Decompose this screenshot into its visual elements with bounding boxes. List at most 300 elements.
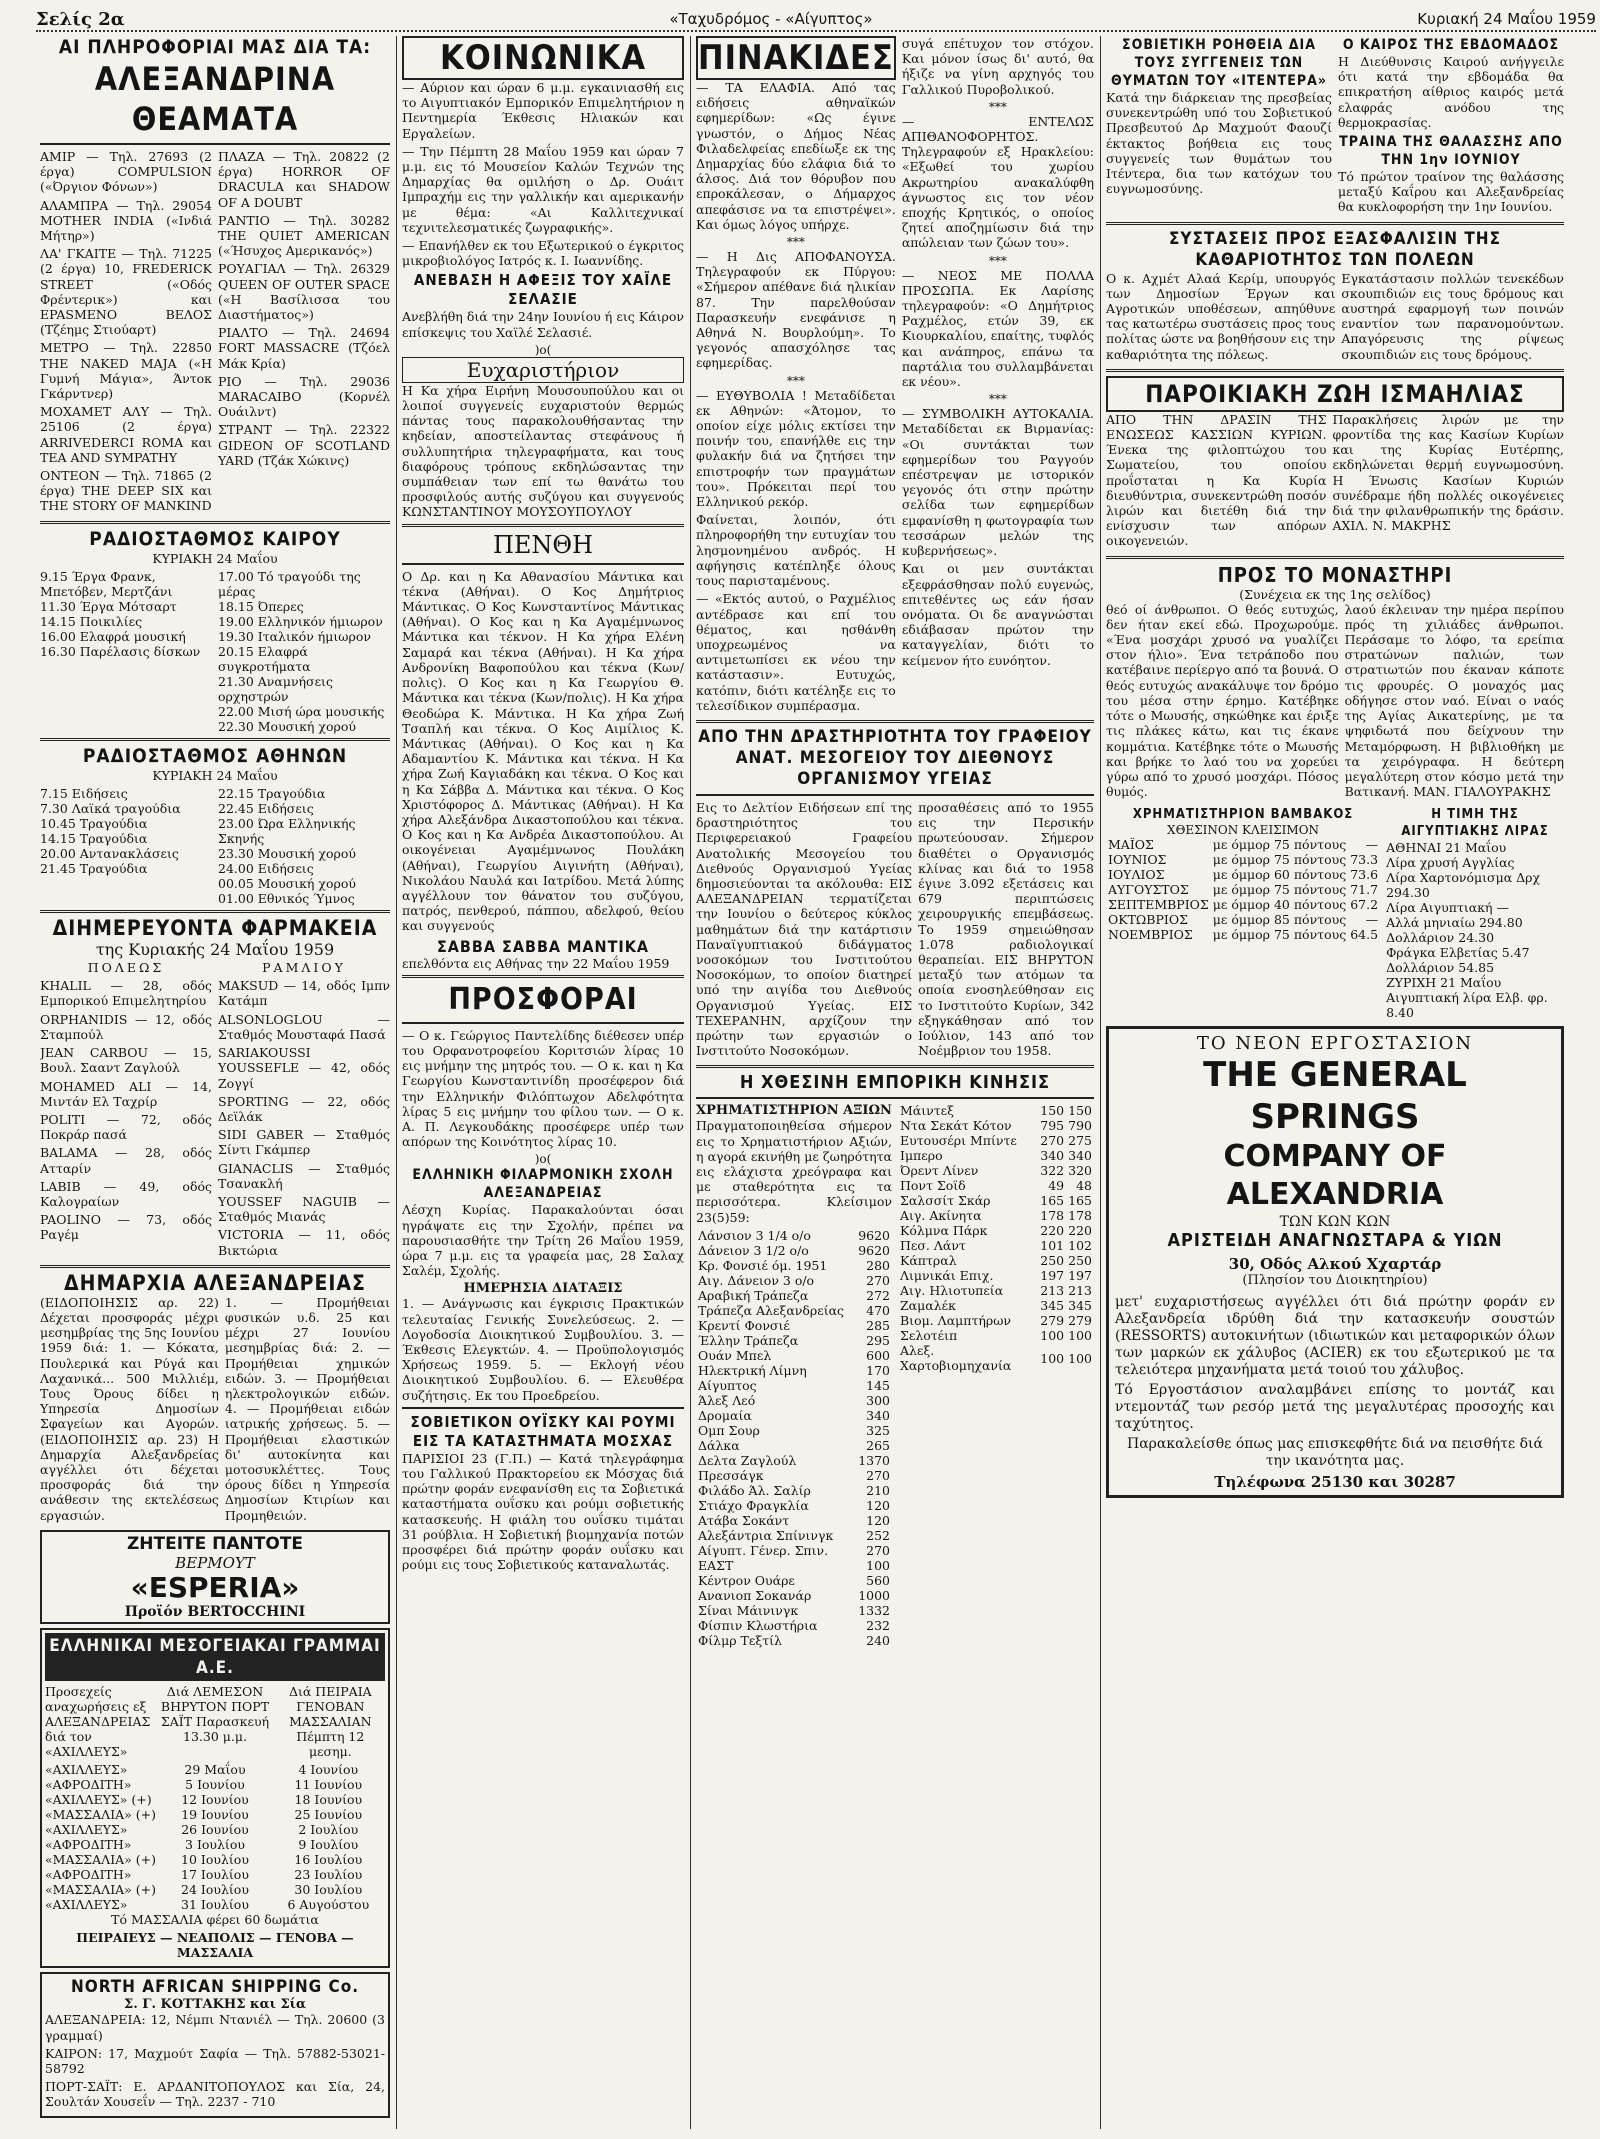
paper-name: «Ταχυδρόμος - «Αίγυπτος» (669, 10, 873, 28)
table-row (696, 1618, 892, 1633)
cell-a: 213 (1040, 1283, 1065, 1299)
nafs-title: NORTH AFRICAN SHIPPING Co. (70, 1977, 360, 1998)
note-6: συγά επέτυχον τον στόχον. Και μόνον ίσως δι' αυτό, θα ήξιζε να γίνη αρχηγός του Γαλλικού Πυροβολικού. (901, 36, 1094, 97)
table-row (696, 1543, 892, 1558)
cell-m: ΣΕΠΤΕΜΒΡΙΟΣ (1108, 897, 1209, 913)
cell-v: 270 (866, 1542, 890, 1558)
gs-para-1: μετ' ευχαριστήσεως αγγέλλει ότι διά πρώτην φοράν εν Αλεξανδρεία ιδρύθη διά την κατασκευήν σουστών (RESSORTS) αυτοκινήτων (ιδιωτικών και μεταφορικών όλων των μαρκών εκ χάλυβος (ACIER) εκ του εξωτερικού με τα τελειότερα μηχανήματα μετά τοιού του χάλυβος. (1115, 1294, 1555, 1379)
table-row (1106, 852, 1380, 867)
table-row (696, 1588, 892, 1603)
ship-b: 9 Ιουλίου (298, 1836, 359, 1852)
cell-v: 1370 (858, 1452, 890, 1468)
pound-rate: Αλλά μηνιαίω 294.80 (1386, 915, 1523, 931)
cell-name: Αιγ. Ακίνητα (900, 1208, 982, 1224)
pound-rate: Δολλάριον 54.85 (1386, 960, 1495, 976)
table-row (696, 1243, 892, 1258)
radio-athens-schedule (40, 786, 390, 906)
cell-b: 320 (1068, 1163, 1092, 1179)
table-row (696, 1378, 892, 1393)
table-row (696, 1303, 892, 1318)
pound-rate: ΖΥΡΙΧΗ 21 Μαΐου (1386, 975, 1502, 991)
cell-name: ΕΑΣΤ (698, 1557, 734, 1573)
mourning-heading: ΠΕΝΘΗ (492, 530, 594, 559)
ship-a: 5 Ιουνίου (185, 1776, 245, 1792)
cell-name: Ποντ Σοϊδ (900, 1178, 966, 1194)
ship-row (45, 1897, 385, 1912)
cell-m: ΙΟΥΛΙΟΣ (1108, 867, 1165, 883)
table-row (898, 1193, 1094, 1208)
cell-a: 340 (1040, 1148, 1065, 1164)
table-row (696, 1258, 892, 1273)
weather-text: Η Διεύθυνσις Καιρού ανήγγειλε ότι κατά την εβδομάδα θα επικρατήση αίθριος καιρός μετά ελαφράς ανόδου της θερμοκρασίας. (1338, 54, 1564, 130)
social-heading: ΚΟΙΝΩΝΙΚΑ (402, 36, 684, 80)
pharmacy-entry: MAKSUD — 14, οδός Ιμπν Κατάμπ (218, 978, 390, 1009)
ship-row (45, 1792, 385, 1807)
cell-name: Κρ. Φονσιέ όμ. 1951 (698, 1257, 828, 1273)
cell-v: 600 (866, 1347, 890, 1363)
cell-d: με όμμορ 85 πόντους (1212, 912, 1347, 928)
ship-b: 11 Ιουνίου (294, 1776, 363, 1792)
who-text-1: Εις το Δελτίον Ειδήσεων επί της δραστηριότητος του Περιφερειακού Γραφείου Ανατολικής Μεσογείου του Διεθνούς Οργανισμού Υγείας δημοσιεύονται τα ακόλουθα: ΕΙΣ ΑΛΕΞΑΝΔΡΕΙΑΝ τερματίζεται την Ιουνίου ο δεύτερος κύκλος μαθημάτων διά την κατάρτισιν Παναϊγυπτιακού διδάγματος νοσοκόμων του Ινστιτούτου Νοσοκόμων, το οποίον διατηρεί υπό την αιγίδα του Διεθνούς Οργανισμού Υγείας. ΕΙΣ ΤΕΧΕΡΑΝΗΝ, αρχίζουν την πρώτην των εργασιών ο Ινστιτούτο Νοσοκόμων. (696, 799, 913, 1059)
table-row (898, 1238, 1094, 1253)
cell-name: Ουάν Μπελ (698, 1347, 772, 1363)
cell-v: 295 (866, 1332, 890, 1348)
ship-row (45, 1807, 385, 1822)
cell-b: 790 (1068, 1118, 1092, 1134)
cell-name: Φιλάδο Άλ. Σαλίρ (698, 1482, 811, 1498)
ship-b: 16 Ιουλίου (294, 1851, 363, 1867)
pharmacy-entry: SIDI GABER — Σταθμός Σίντι Γκάμπερ (218, 1127, 390, 1158)
cell-name: Κάπτραλ (900, 1253, 957, 1269)
table-row (898, 1148, 1094, 1163)
shipping-title: ΕΛΛΗΝΙΚΑΙ ΜΕΣΟΓΕΙΑΚΑΙ ΓΡΑΜΜΑΙ Α.Ε. (45, 1633, 385, 1681)
table-row (898, 1223, 1094, 1238)
ship-col-right: Διά ΠΕΙΡΑΙΑ ΓΕΝΟΒΑΝ ΜΑΣΣΑΛΙΑΝ Πέμπτη 12 μεσημ. (288, 1683, 372, 1759)
note-2: — Η Δις ΑΠΟΦΑΝΟΥΣΑ. Τηλεγραφούν εκ Πύργου: «Σήμερον απέθανε διά ηλικίαν 87. Την παρελθούσαν Παρασκευήν ενεφάνισε η Αθηνά Ν. Βουρλούμη». Το γεγονός απασχόλησε τας εφημερίδας. (696, 249, 896, 371)
cell-a: 101 (1040, 1238, 1065, 1254)
cell-name: Άλεξ Λεό (698, 1392, 756, 1408)
ship-a: 19 Ιουνίου (181, 1806, 249, 1822)
weather-heading: Ο ΚΑΙΡΟΣ ΤΗΣ ΕΒΔΟΜΑΔΟΣ (1342, 37, 1560, 53)
gs-para-2: Τό Εργοστάσιον αναλαμβάνει επίσης το μοντάζ και ντεμοντάζ των ρεσόρ μετά της μεγαλυτέρας προσοχής και ταχύτητος. (1115, 1382, 1555, 1433)
table-row (696, 1318, 892, 1333)
cell-v: 340 (866, 1407, 890, 1423)
cell-name: Ευτουσέρι Μπίντε (900, 1133, 1017, 1149)
cell-v: 270 (866, 1272, 890, 1288)
nafs-ad (40, 1972, 390, 2117)
social-item-1: — Αύριον και ώραν 6 μ.μ. εγκαινιασθή εις το Αιγυπτιακόν Εμπορικόν Επιμελητήριον η Πεντημερία Έκθεσις Ηλιακών και Εργαλείων. (402, 80, 684, 141)
pound-rate: Λίρα Χαρτονόμισμα Δρχ 294.30 (1386, 870, 1541, 901)
note-5: — «Εκτός αυτού, ο Ραχμέλιος αντέδρασε και επί του θέματος, και ησθάνθη υποχρεωμένος να αντιμετωπίσει εκ νέου την κατάστασιν». Ευτυχώς, κατόπιν, διότι κατέληξε εις το τελεσίδικον συμπέρασμα. (696, 591, 896, 713)
pharmacy-entry: JEAN CARBOU — 15, Βουλ. Σααντ Ζαγλούλ (40, 1045, 212, 1076)
gs-title: ΤΟ ΝΕΟΝ ΕΡΓΟΣΤΑΣΙΟΝ (1196, 1033, 1474, 1055)
cell-a: 345 (1040, 1298, 1065, 1314)
table-row (898, 1178, 1094, 1193)
cell-d: με όμμορ 60 πόντους (1212, 867, 1347, 883)
municipality-notice-1: (ΕΙΔΟΠΟΙΗΣΙΣ αρ. 22) Δέχεται προσφοράς μέχρι μεσημβρίας της 5ης Ιουνίου 1959 διά: 1. — Κόκατα, Πουλερικά και Ρύγά και Λαχανικά... 500 Μιλλιέμ, Τους Όρους δίδει η Υπηρεσία Δημοσίων Σφαγείων και Αγορών. (ΕΙΔΟΠΟΙΗΣΙΣ αρ. 23) Η Δημαρχία Αλεξανδρείας αγγέλλει ότι δέχεται προσφοράς διά την ανάθεσιν της εκτελέσεως εργασιών. (40, 1294, 219, 1523)
cinema-entry: ΑΜΙΡ — Τηλ. 27693 (2 έργα) COMPULSION («Όργιον Φόνων») (40, 149, 212, 195)
haile-heading: ΑΝΕΒΑΣΗ Η ΑΦΕΞΙΣ ΤΟΥ ΧΑΪΛΕ ΣΕΛΑΣΙΕ (413, 271, 673, 309)
radio-entry: 20.00 Αντανακλάσεις (40, 846, 179, 862)
ship-row (45, 1852, 385, 1867)
ship-name: «ΑΦΡΟΔΙΤΗ» (45, 1836, 132, 1852)
table-row (696, 1273, 892, 1288)
info-heading: ΑΙ ΠΛΗΡΟΦΟΡΙΑΙ ΜΑΣ ΔΙΑ ΤΑ: (58, 36, 372, 58)
table-row (696, 1423, 892, 1438)
cell-name: Ηλεκτρική Λίμνη (698, 1362, 807, 1378)
radio-athens-day: ΚΥΡΙΑΚΗ 24 Μαΐου (152, 767, 278, 783)
column-rule (1100, 36, 1101, 2129)
notes-heading: ΠΙΝΑΚΙΔΕΣ (698, 38, 894, 78)
cell-b: 165 (1068, 1193, 1092, 1209)
cell-v: 232 (866, 1617, 890, 1633)
table-row (898, 1208, 1094, 1223)
ship-col-from: Προσεχείς αναχωρήσεις εξ ΑΛΕΞΑΝΔΡΕΙΑΣ διά τον «ΑΧΙΛΛΕΥΣ» (45, 1683, 151, 1759)
cotton-sub: ΧΘΕΣΙΝΟΝ ΚΛΕΙΣΙΜΟΝ (1167, 823, 1320, 838)
cell-name: Όρεντ Λίνεν (900, 1163, 979, 1179)
page-header (36, 8, 1596, 32)
table-row (696, 1393, 892, 1408)
table-row (696, 1288, 892, 1303)
nafs-line: ΑΛΕΞΑΝΔΡΕΙΑ: 12, Νέμπι Ντανιέλ — Τηλ. 20600 (3 γραμμαί) (45, 2012, 385, 2043)
table-row (898, 1118, 1094, 1133)
cell-m: ΝΟΕΜΒΡΙΟΣ (1108, 927, 1193, 943)
radio-cairo-schedule (40, 569, 390, 734)
cell-b: 102 (1068, 1238, 1092, 1254)
ship-a: 26 Ιουνίου (181, 1821, 249, 1837)
cell-name: Φίσπιν Κλωστήρια (698, 1617, 818, 1633)
ship-name: «ΑΧΙΛΛΕΥΣ» (45, 1761, 128, 1777)
social-item-3: — Επανήλθεν εκ του Εξωτερικού ο έγκριτος μικροβιολόγος Ιατρός κ. Ι. Ιωαννίδης. (402, 238, 684, 269)
cell-b: 250 (1068, 1253, 1092, 1269)
ship-row (45, 1837, 385, 1852)
pharmacy-entry: LABIB — 49, οδός Καλογραίων (40, 1178, 212, 1209)
pharm-head-city: ΠΟΛΕΩΣ (87, 960, 165, 976)
who-text-2: προσαθέσεις από το 1955 εις την Περσικήν πρωτεύουσαν. Σήμερον διαθέτει ο Οργανισμός κλίνας και διά το 1958 έγινε 3.092 εξετάσεις και 679 περιπτώσεις χειρουργικής επεμβάσεως. Το 1959 σημειώθησαν 1.078 ραδιολογικαί θεραπείαι. ΕΙΣ ΒΗΡΥΤΟΝ μεταξύ των ατόμων τα οποία ενοσηλεύθησαν εις το Ινστιτούτο Κυρίων, 342 εξηγκάθησαν από τον Ιούλιον, 143 από τον Νοέμβριον του 1958. (918, 799, 1094, 1059)
cell-b: 275 (1068, 1133, 1092, 1149)
note-7: — ΕΝΤΕΛΩΣ ΑΠΙΘΑΝΟΦΟΡΗΤΟΣ. Τηλεγραφούν εξ Ηρακλείου: «Εξωθεί του χωρίου Ακρωτηρίου ανακαλύφθη άγνωστος εις τον νέον εποχής Κρητικός, ο οποίος ζητεί αποζημίωσιν διά την απώλειαν των ζώων του». (901, 113, 1094, 251)
radio-entry: 11.30 Έργα Μότσαρτ (40, 598, 177, 614)
cell-m: ΜΑΪΟΣ (1108, 837, 1154, 853)
cell-v: 1332 (858, 1602, 890, 1618)
bourse-text: Πραγματοποιηθείσα σήμερον εις το Χρηματιστήριον Αξιών, η αγορά εκινήθη με ζωηρότητα εις ελάχιστα χρεόγραφα και με σταθερότητα εις τα περισσότερα. Κλείσιμον 23(5)59: (696, 1118, 892, 1225)
table-row (696, 1333, 892, 1348)
cell-b: 340 (1068, 1148, 1092, 1164)
cell-v: 100 (866, 1557, 890, 1573)
radio-entry: 10.45 Τραγούδια (40, 816, 148, 832)
radio-cairo-day: ΚΥΡΙΑΚΗ 24 Μαΐου (152, 550, 278, 566)
ship-col-mid: Διά ΛΕΜΕΣΟΝ ΒΗΡΥΤΟΝ ΠΟΡΤ ΣΑΪΤ Παρασκευή 13.30 μ.μ. (160, 1683, 270, 1744)
cell-v: — (1365, 912, 1379, 928)
gs-telephones: Τηλέφωνα 25130 και 30287 (1214, 1473, 1456, 1492)
cell-v: 280 (866, 1257, 890, 1273)
pharmacy-entry: POLITI — 72, οδός Ποκράρ πασά (40, 1111, 212, 1143)
cell-name: Στιάχο Φραγκλία (698, 1497, 809, 1513)
radio-athens-heading: ΡΑΔΙΟΣΤΑΘΜΟΣ ΑΘΗΝΩΝ (82, 744, 348, 767)
cell-v: 120 (866, 1497, 890, 1513)
esperia-line-2: ΒΕΡΜΟΥΤ (175, 1553, 255, 1572)
gs-name-2: COMPANY OF ALEXANDRIA (1223, 1139, 1447, 1213)
esperia-line-1: ΖΗΤΕΙΤΕ ΠΑΝΤΟΤΕ (126, 1533, 304, 1554)
note-1: — ΤΑ ΕΛΑΦΙΑ. Από τας ειδήσεις αθηναϊκών εφημερίδων: «Ως έγινε γνωστόν, ο Δήμος Νέας Φιλαδελφείας επεδίωξε εκ της Δημαρχίας δύο ελάφια διά το άλσος. Διά τον θόρυβον που επροκάλεσαν, ο Δήμαρχος απεφάσισε να τα επιστρέψει». Και όμως λόγος υπήρχε. (696, 80, 896, 232)
cell-name: Βιομ. Λαμπτήρων (900, 1313, 1012, 1329)
ship-a: 31 Ιουλίου (181, 1896, 249, 1912)
table-row (696, 1528, 892, 1543)
cell-name: Αίγυπτος (698, 1377, 757, 1393)
gs-owner: ΑΡΙΣΤΕΙΔΗ ΑΝΑΓΝΩΣΤΑΡΑ & ΥΙΩΝ (1167, 1230, 1503, 1252)
pharmacy-entry: YOUSSEF NAGUIB — Σταθμός Μιανάς (218, 1193, 390, 1225)
cinema-entry: ΛΑ' ΓΚΑΙΤΕ — Τηλ. 71225 (2 έργα) 10, FREDERICK STREET («Οδός Φρέντερικ») και EPASMENO ΒΕΛΟΣ (Τζέημς Στιούαρτ) (40, 246, 212, 338)
cell-name: Δάνειον 3 1/2 ο/ο (698, 1242, 809, 1258)
cell-v: 9620 (858, 1242, 890, 1258)
cell-d: με όμμορ 40 πόντους (1212, 897, 1347, 913)
agenda-text: 1. — Ανάγνωσις και έγκρισις Πρακτικών τελευταίας Γενικής Συνελεύσεως. 2. — Λογοδοσία Διοικητικού Συμβουλίου. 3. — Έκθεσις Ελεγκτών. 4. — Προϋπολογισμός Χρήσεως 1959. 5. — Εκλογή νέου Διοικητικού Συμβουλίου. 6. — Ελευθέρα συζήτησις. Εκ του Προεδρείου. (402, 1296, 684, 1403)
ship-name: «ΑΦΡΟΔΙΤΗ» (45, 1866, 132, 1882)
cell-name: Ατάβα Σοκάντ (698, 1512, 790, 1528)
cell-b: 213 (1068, 1283, 1092, 1299)
cell-name: Αλεξ. Χαρτοβιομηχανία (900, 1343, 1012, 1374)
radio-entry: 18.15 Όπερες (218, 598, 304, 614)
cell-b: 100 (1068, 1328, 1092, 1344)
cell-name: Δάλκα (698, 1437, 740, 1453)
cell-a: 220 (1040, 1223, 1065, 1239)
table-row (1106, 897, 1380, 912)
cell-v: 300 (866, 1392, 890, 1408)
ship-row (45, 1822, 385, 1837)
cell-name: Ζαμαλέκ (900, 1298, 956, 1314)
radio-entry: 22.30 Μουσική χορού (218, 718, 356, 734)
cell-name: Σίναι Μάινινγκ (698, 1602, 799, 1618)
note-8: — ΝΕΟΣ ΜΕ ΠΟΛΛΑ ΠΡΟΣΩΠΑ. Εκ Λαρίσης τηλεγραφούν: «Ο Δημήτριος Ραχμέλος, ετών 39, εκ Κιουρκαλίου, επαίτης, τυφλός και ανάπηρος, επάνω τα παρτάλια του συλλαμβάνεται εκ νέου». (901, 267, 1094, 390)
column-rule (396, 36, 397, 2129)
table-row (696, 1453, 892, 1468)
philharmonic-heading: ΕΛΛΗΝΙΚΗ ΦΙΛΑΡΜΟΝΙΚΗ ΣΧΟΛΗ ΑΛΕΞΑΝΔΡΕΙΑΣ (412, 1167, 674, 1202)
cell-v: 240 (866, 1632, 890, 1648)
general-springs-ad (1106, 1026, 1564, 1498)
esperia-line-3: Προϊόν BERTOCCHINI (124, 1603, 306, 1620)
cinema-entry: ΟΝΤΕΟΝ — Τηλ. 71865 (2 έργα) THE DEEP SIX και THE STORY OF MANKIND (40, 468, 212, 514)
cell-name: Ομπ Σουρ (698, 1422, 760, 1438)
pound-heading: Η ΤΙΜΗ ΤΗΣ ΑΙΓΥΠΤΙΑΚΗΣ ΛΙΡΑΣ (1401, 807, 1549, 840)
thanks-text: Η Κα χήρα Ειρήνη Μουσουπούλου και οι λοιποί συγγενείς ευχαριστούν θερμώς πάντας τους παρακολουθήσαντας την κηδείαν, αποστείλαντας στεφάνους ή συλλυπητήρια τηλεγραφήματα, και τους διαφόρους τρόπους εκδηλώσαντας την συμπάθειαν των επί τω θανάτω του προσφιλούς αυτής συζύγου και συγγενούς ΚΩΝΣΤΑΝΤΙΝΟΥ ΜΟΥΣΟΥΠΟΥΛΟΥ (402, 382, 684, 520)
table-row (1106, 867, 1380, 882)
cell-v: 270 (866, 1467, 890, 1483)
esperia-ad (40, 1530, 390, 1624)
table-row (898, 1328, 1094, 1343)
pound-rate: Αιγυπτιακή λίρα Ελβ. φρ. 8.40 (1386, 990, 1548, 1021)
table-row (696, 1573, 892, 1588)
thanks-heading: Ευχαριστήριον (402, 357, 684, 383)
table-row (898, 1268, 1094, 1283)
cinema-entry: ΜΕΤΡΟ — Τηλ. 22850 THE NAKED MAJA («Η Γυμνή Μάγια», Άντοκ Γκάρντνερ) (40, 340, 212, 402)
social-item-2: — Την Πέμπτη 28 Μαΐου 1959 και ώραν 7 μ.μ. εις τό Μουσείον Καλών Τεχνών της Δημαρχίας θα ομιλήση ο Δρ. Ουάιτ Ιμπραχήμ εις την γαλλικήν και αμερικανήν με θέμα: «Αι Καλλιτεχνικαί τεχνιτελεσματικές ζωγραφικής». (402, 143, 684, 235)
ship-name: «ΑΧΙΛΛΕΥΣ» (45, 1821, 128, 1837)
cell-v: 71.7 (1350, 882, 1379, 898)
radio-entry: 22.45 Ειδήσεις (218, 801, 314, 817)
cell-a: 100 (1040, 1350, 1065, 1366)
table-row (898, 1343, 1094, 1373)
cell-name: Έλλην Τράπεζα (698, 1332, 799, 1348)
sea-train-heading: ΤΡΑΙΝΑ ΤΗΣ ΘΑΛΑΣΣΗΣ ΑΠΟ ΤΗΝ 1ην ΙΟΥΝΙΟΥ (1339, 134, 1563, 169)
esperia-brand: «ESPERIA» (130, 1570, 300, 1604)
pharmacies-list (40, 960, 390, 1261)
cinema-entry: ΠΛΑΖΑ — Τηλ. 20822 (2 έργα) HORROR OF DRACULA και SHADOW OF A DOUBT (218, 149, 390, 210)
haile-text: Ανεβλήθη διά την 24ην Ιουνίου ή εις Κάιρον επίσκεψις του Χαϊλέ Σελασιέ. (402, 309, 684, 340)
cell-v: 265 (866, 1437, 890, 1453)
radio-entry: 14.15 Τραγούδια (40, 831, 148, 847)
cell-name: Δελτα Ζαγλούλ (698, 1452, 797, 1468)
cell-name: Κρεντί Φονσιέ (698, 1317, 790, 1333)
monastery-sub: (Συνέχεια εκ της 1ης σελίδος) (1239, 586, 1431, 602)
soviet-whisky-heading: ΣΟΒΙΕΤΙΚΟΝ ΟΥΪΣΚΥ ΚΑΙ ΡΟΥΜΙ ΕΙΣ ΤΑ ΚΑΤΑΣΤΗΜΑΤΑ ΜΟΣΧΑΣ (410, 1412, 676, 1450)
radio-entry: 21.45 Τραγούδια (40, 861, 148, 877)
pharmacy-entry: BALAMA — 28, οδός Ατταρίν (40, 1145, 212, 1176)
cell-a: 49 (1048, 1178, 1065, 1194)
pharmacy-entry: MOHAMED ALI — 14, Μιντάν Ελ Ταχρίρ (40, 1078, 212, 1109)
pound-rate: Λίρα Αιγυπτιακή — (1386, 900, 1509, 916)
cell-b: 197 (1068, 1268, 1092, 1284)
radio-entry: 22.00 Μισή ώρα μουσικής (218, 703, 385, 719)
pharmacies-heading: ΔΙΗΜΕΡΕΥΟΝΤΑ ΦΑΡΜΑΚΕΙΑ (52, 916, 378, 941)
theatres-heading: ΑΛΕΞΑΝΔΡΙΝΑ ΘΕΑΜΑΤΑ (94, 60, 336, 138)
cell-name: Δρομαία (698, 1407, 752, 1423)
cell-m: ΙΟΥΝΙΟΣ (1108, 852, 1167, 868)
pound-rate: ΑΘΗΝΑΙ 21 Μαΐου (1386, 840, 1507, 856)
municipality-heading: ΔΗΜΑΡΧΙΑ ΑΛΕΞΑΝΔΡΕΙΑΣ (64, 1270, 366, 1295)
cell-name: Ιμπερο (900, 1148, 943, 1164)
radio-entry: 21.30 Αναμνήσεις ορχηστρών (218, 673, 333, 704)
cell-v: 9620 (858, 1227, 890, 1243)
cleanliness-heading: ΣΥΣΤΑΣΕΙΣ ΠΡΟΣ ΕΞΑΣΦΑΛΙΣΙΝ ΤΗΣ ΚΑΘΑΡΙΟΤΗΤΟΣ ΤΩΝ ΠΟΛΕΩΝ (1168, 228, 1502, 270)
cell-v: 560 (866, 1572, 890, 1588)
pharmacies-date: της Κυριακής 24 Μαΐου 1959 (95, 940, 335, 960)
mourning-text: Ο Δρ. και η Κα Αθανασίου Μάντικα και τέκνα (Αθήναι). Ο Κος Δημήτριος Μάντικας. Ο Κος Κωνσταντίνος Μάντικας (Αθήναι). Ο Κος και η Κα Αγαμέμνωνος Μάντικα και τέκνον. Η Κα χήρα Ελένη Σαμαρά και τέκνα (Αθήναι). Η Κα χήρα Ανδρονίκη Βαφοπούλου και τέκνα (Κων/πολις). Ο Κος και η Κα Γεωργίου Θ. Μάντικα και τέκνα (Κων/πολις). Η Κα χήρα Θεοδώρα Κ. Μάντικα. Η Κα χήρα Ζωή Τσαπλή και τέκνα. Ο Κος Αιμίλιος Κ. Μάντικας (Αθήναι). Ο Κος και η Κα Αδαμαντίου Κ. Μάντικα και τέκνα. Η Κα χήρα Ζωή Καγιαδάκη και τέκνα. Ο Κος και η Κα Σάββα Δ. Μάντικα και τέκνα. Ο Κος Χριστόφορος Δ. Μάντικας (Αθήναι). Η Κα χήρα Αλεξάνδρα Δικαστοπούλου και τέκνα. Ο Κος και η Κα Ανδρέα Δικαστοπούλου. Αι οικογένειαι Αγαμέμνωνος Πουλάκη (Αθήναι), Γεωργίου Αιγινήτη (Αθήναι), Νικολάου Ναυλά και Ιατρίδου. Μετά λύπης αγγέλλουν τον θάνατον του συζύγου, πατρός, πενθερού, πάππου, αδελφού, θείου και συγγενούς (402, 568, 684, 934)
radio-entry: 01.00 Εθνικός Ύμνος (218, 891, 355, 907)
cell-m: ΟΚΤΩΒΡΙΟΣ (1108, 912, 1188, 928)
soviet-aid-text: Κατά την διάρκειαν της πρεσβείας συνεκεντρώθη υπό του Σοβιετικού Πρεσβευτού Δρ Μαχμούτ Φαουζί έκτακτος βοήθεια εις τους συγγενείς των θυμάτων του Ιτέντερα, δια των κατόχων του ευγνωμοσύνης. (1106, 90, 1332, 197)
ship-a: 29 Μαΐου (184, 1761, 246, 1777)
table-row (898, 1253, 1094, 1268)
table-row (696, 1408, 892, 1423)
cell-d: με όμμορ 75 πόντους (1212, 882, 1347, 898)
cell-name: Λάνσιον 3 1/4 ο/ο (698, 1227, 811, 1243)
cell-name: Αιγ. Ηλιοτυπεία (900, 1283, 1004, 1299)
pharmacy-entry: SPORTING — 22, οδός Δεϊλάκ (218, 1093, 390, 1124)
table-row (898, 1313, 1094, 1328)
radio-cairo-heading: ΡΑΔΙΟΣΤΑΘΜΟΣ ΚΑΙΡΟΥ (89, 527, 341, 550)
column-2: ΚΟΙΝΩΝΙΚΑ — Αύριον και ώραν 6 μ.μ. εγκαινιασθή εις το Αιγυπτιακόν Εμπορικόν Επιμελητήριον η Πεντημερία Έκθεσις Ηλιακών και Εργαλείων. — Την Πέμπτη 28 Μαΐου 1959 και ώραν 7 μ.μ. εις τό Μουσείον Καλών Τεχνών της Δημαρχίας θα ομιλήση ο Δρ. Ουάιτ Ιμπραχήμ εις την γαλλικήν και αμερικανήν με θέμα: «Αι Καλλιτεχνικαί τεχνιτελεσματικές ζωγραφικής». — Επανήλθεν εκ του Εξωτερικού ο έγκριτος μικροβιολόγος Ιατρός κ. Ι. Ιωαννίδης. ΑΝΕΒΑΣΗ Η ΑΦΕΞΙΣ ΤΟΥ ΧΑΪΛΕ ΣΕΛΑΣΙΕ Ανεβλήθη διά την 24ην Ιουνίου ή εις Κάιρον επίσκεψις του Χαϊλέ Σελασιέ. )o( Ευχαριστήριον Η Κα χήρα Ειρήνη Μουσουπούλου και οι λοιποί συγγενείς ευχαριστούν θερμώς πάντας τους παρακολουθήσαντας την κηδείαν, αποστείλαντας στεφάνους ή συλλυπητήρια τηλεγραφήματα, και τους διαφόρους τρόπους εκδηλώσαντας την συμπάθειαν των επί τω θανάτω του προσφιλούς αυτής συζύγου και συγγενούς ΚΩΝΣΤΑΝΤΙΝΟΥ ΜΟΥΣΟΥΠΟΥΛΟΥ ΠΕΝΘΗ Ο Δρ. και η Κα Αθανασίου Μάντικα και τέκνα (Αθήναι). Ο Κος Δημήτριος Μάντικας. Ο Κος Κωνσταντίνος Μάντικας (Αθήναι). Ο Κος και η Κα Αγαμέμνωνος Μάντικα και τέκνον. Η Κα χήρα Ελένη Σαμαρά και τέκνα (Αθήναι). Η Κα χήρα Ανδρονίκη Βαφοπούλου και τέκνα (Κων/πολις). Ο Κος και η Κα Γεωργίου Θ. Μάντικα και τέκνα (Κων/πολις). Η Κα χήρα Θεοδώρα Κ. Μάντικα. Η Κα χήρα Ζωή Τσαπλή και τέκνα. Ο Κος Αιμίλιος Κ. Μάντικας (Αθήναι). Ο Κος και η Κα Αδαμαντίου Κ. Μάντικα και τέκνα. Η Κα χήρα Ζωή Καγιαδάκη και τέκνα. Ο Κος και η Κα Σάββα Δ. Μάντικα και τέκνα. Ο Κος Χριστόφορος Δ. Μάντικας (Αθήναι). Η Κα χήρα Αλεξάνδρα Δικαστοπούλου και τέκνα. Ο Κος και η Κα Ανδρέα Δικαστοπούλου. Αι οικογένειαι Αγαμέμνωνος Πουλάκη (Αθήναι), Γεωργίου Αιγινήτη (Αθήναι), Νικολάου Ναυλά και Ιατρίδου. Μετά λύπης αγγέλλουν τον θάνατον του συζύγου, πατρός, πενθερού, πάππου, αδελφού, θείου και συγγενούς ΣΑΒΒΑ ΣΑΒΒΑ ΜΑΝΤΙΚΑ επελθόντα εις Αθήνας την 22 Μαΐου 1959 ΠΡΟΣΦΟΡΑΙ — Ο κ. Γεώργιος Παντελίδης διέθεσεν υπέρ του Ορφανοτροφείου Κοριτσιών λίρας 10 εις μνήμην της μητρός του. — Ο κ. και η Κα Γεωργίου Κωνσταντινίδη προσέφερον διά την Ελληνικήν Φιλόπτωχον Αδελφότητα λίρας 5 εις μνήμην του φίλου των. — Ο κ. Α. Π. Λεγκουδάκης προσέφερε υπέρ των απόρων της Κοινότητος λίρας 10. )o( ΕΛΛΗΝΙΚΗ ΦΙΛΑΡΜΟΝΙΚΗ ΣΧΟΛΗ ΑΛΕΞΑΝΔΡΕΙΑΣ Λέσχη Κυρίας. Παρακαλούνται όσαι ηγράψατε εις την Σχολήν, πρέπει να παρουσιασθήτε την Τρίτη 26 Μαΐου 1959, ώρα 7 μ.μ. εις τα γραφεία μας, 28 Σαλαχ Σαλέμ, Σχολής. ΗΜΕΡΗΣΙΑ ΔΙΑΤΑΞΙΣ 1. — Ανάγνωσις και έγκρισις Πρακτικών τελευταίας Γενικής Συνελεύσεως. 2. — Λογοδοσία Διοικητικού Συμβουλίου. 3. — Έκθεσις Ελεγκτών. 4. — Προϋπολογισμός Χρήσεως 1959. 5. — Εκλογή νέου Διοικητικού Συμβουλίου. 6. — Ελευθέρα συζήτησις. Εκ του Προεδρείου. ΣΟΒΙΕΤΙΚΟΝ ΟΥΪΣΚΥ ΚΑΙ ΡΟΥΜΙ ΕΙΣ ΤΑ ΚΑΤΑΣΤΗΜΑΤΑ ΜΟΣΧΑΣ ΠΑΡΙΣΙΟΙ 23 (Γ.Π.) — Κατά τηλεγράφημα του Γαλλικού Πρακτορείου εκ Μόσχας διά πρώτην φοράν ενεφανίσθη εις τα Σοβιετικά καταστήματα ουΐσκυ και ρούμι σοβιετικής κατασκευής. Η φιάλη του ουΐσκυ τιμάται 31 ρούβλια. Η Σοβιετική βιομηχανία ποτών προσφέρει διά πρώτην φοράν ουΐσκυ και ρούμι εις τους Σοβιετικούς καταναλωτάς. (402, 38, 684, 1573)
sea-train-text: Τό πρώτον τραίνον της θαλάσσης μεταξύ Καΐρου και Αλεξανδρείας θα κυκλοφορήση την 1ην Ιουνίου. (1338, 169, 1564, 215)
cell-v: 64.5 (1350, 927, 1379, 943)
cell-v: 73.3 (1350, 852, 1379, 868)
table-row (696, 1498, 892, 1513)
monastery-heading: ΠΡΟΣ ΤΟ ΜΟΝΑΣΤΗΡΙ (1217, 562, 1453, 587)
pound-rate: Λίρα χρυσή Αγγλίας (1386, 855, 1515, 871)
cell-a: 100 (1040, 1328, 1065, 1344)
donations-heading: ΠΡΟΣΦΟΡΑΙ (448, 981, 638, 1017)
table-row (898, 1103, 1094, 1118)
cell-name: Αραβική Τράπεζα (698, 1287, 809, 1303)
pharmacy-entry: VICTORIA — 11, οδός Βικτώρια (218, 1227, 390, 1258)
ship-a: 17 Ιουλίου (181, 1866, 249, 1882)
radio-entry: 00.05 Μουσική χορού (218, 876, 356, 892)
radio-entry: 24.00 Ειδήσεις (218, 861, 314, 877)
cell-d: με όμμορ 75 πόντους (1212, 837, 1347, 853)
ship-a: 3 Ιουλίου (185, 1836, 245, 1852)
radio-entry: 7.30 Λαϊκά τραγούδια (40, 801, 181, 817)
radio-entry: 7.15 Ειδήσεις (40, 786, 128, 802)
ship-a: 24 Ιουλίου (181, 1881, 249, 1897)
page-number: Σελίς 2α (36, 8, 125, 30)
cell-b: 48 (1076, 1178, 1092, 1194)
donations-text: — Ο κ. Γεώργιος Παντελίδης διέθεσεν υπέρ του Ορφανοτροφείου Κοριτσιών λίρας 10 εις μνήμην της μητρός του. — Ο κ. και η Κα Γεωργίου Κωνσταντινίδη προσέφερον διά την Ελληνικήν Φιλόπτωχον Αδελφότητα λίρας 5 εις μνήμην του φίλου των. — Ο κ. Α. Π. Λεγκουδάκης προσέφερε υπέρ των απόρων της Κοινότητος λίρας 10. (402, 1027, 684, 1150)
cell-v: 73.6 (1350, 867, 1379, 883)
radio-entry: 19.00 Ελληνικόν ήμιωρον (218, 613, 383, 629)
ship-name: «ΜΑΣΣΑΛΙΑ» (+) (45, 1851, 157, 1867)
cell-name: Κέντρον Ουάρε (698, 1572, 795, 1588)
cell-v: 1000 (858, 1587, 890, 1603)
cinema-entry: ΣΤΡΑΝΤ — Τηλ. 22322 GIDEON OF SCOTLAND YARD (Τζάκ Χώκινς) (218, 422, 390, 468)
cell-a: 165 (1040, 1193, 1065, 1209)
pharmacy-entry: PAOLINO — 73, οδός Ραγέμ (40, 1212, 212, 1243)
ismailia-text-1: ΑΠΟ ΤΗΝ ΔΡΑΣΙΝ ΤΗΣ ΕΝΩΣΕΩΣ ΚΑΣΣΙΩΝ ΚΥΡΙΩΝ. Ένεκα της φιλοπτώχου του Σωματείου, του οποίου προΐσταται η Κα Κυρία διευθύντρια, συνεκεντρώθη ποσόν λιρών και διετέθη διά την ενίσχυσιν των απόρων οικογενειών. (1106, 411, 1327, 549)
table-row (898, 1133, 1094, 1148)
ship-row (45, 1762, 385, 1777)
cell-name: Λιμνικάι Επιχ. (900, 1268, 994, 1284)
ship-b: 23 Ιουλίου (294, 1866, 363, 1882)
cell-name: Ανανιοπ Σοκανάρ (698, 1587, 812, 1603)
table-row (1106, 882, 1380, 897)
cleanliness-text-2: Εγκατάστασιν πολλών τενεκέδων σκουπιδιών εις τους δρόμους και αυστηρά εφαρμογή των ποινών εναντίον των παρανομούντων. Απαγόρευσις της ρίψεως σκουπιδιών εις τους δρόμους. (1341, 270, 1564, 362)
ship-a: 12 Ιουνίου (181, 1791, 249, 1807)
who-heading: ΑΠΟ ΤΗΝ ΔΡΑΣΤΗΡΙΟΤΗΤΑ ΤΟΥ ΓΡΑΦΕΙΟΥ ΑΝΑΤ. ΜΕΣΟΓΕΙΟΥ ΤΟΥ ΔΙΕΘΝΟΥΣ ΟΡΓΑΝΙΣΜΟΥ ΥΓΕΙΑΣ (698, 726, 1092, 789)
cell-name: Πεσ. Λάντ (900, 1238, 966, 1254)
radio-entry: 23.30 Μουσική χορού (218, 846, 356, 862)
cinema-entry: ΡΑΝΤΙΟ — Τηλ. 30282 THE QUIET AMERICAN («Ήσυχος Αμερικανός») (218, 212, 390, 259)
ismailia-heading: ΠΑΡΟΙΚΙΑΚΗ ΖΩΗ ΙΣΜΑΗΛΙΑΣ (1106, 376, 1564, 412)
ship-note: Τό ΜΑΣΣΑΛΙΑ φέρει 60 δωμάτια (111, 1911, 319, 1927)
cell-v: 272 (866, 1287, 890, 1303)
soviet-aid-heading: ΣΟΒΙΕΤΙΚΗ ΡΟΗΘΕΙΑ ΔΙΑ ΤΟΥΣ ΣΥΓΓΕΝΕΙΣ ΤΩΝ ΘΥΜΑΤΩΝ ΤΟΥ «ΙΤΕΝΤΕΡΑ» (1111, 37, 1327, 89)
cell-v: 210 (866, 1482, 890, 1498)
cell-a: 150 (1040, 1103, 1065, 1119)
cell-b: 220 (1068, 1223, 1092, 1239)
agenda-heading: ΗΜΕΡΗΣΙΑ ΔΙΑΤΑΞΙΣ (463, 1281, 623, 1297)
cinema-entry: ΡΙΟ — Τηλ. 29036 MARACAIBO (Κορνέλ Ουάιλντ) (218, 373, 390, 420)
table-row (696, 1483, 892, 1498)
table-row (696, 1348, 892, 1363)
note-10: Και οι μεν συντάκται εξεφράσθησαν πολύ ευγενώς, επιτεθέντες ως εάν ήσαν ονόματα. Οι δε αναγνώσται εδιάβασαν πρώτον την καταγγελίαν, διότι το κείμενον ήτο ευνόητον. (901, 561, 1094, 668)
monastery-text-1: θεό οί άνθρωποι. Ο θεός ευτυχώς, δεν ήταν εκεί εδώ. Προχωρούμε. «Ένα μοσχάρι χρυσό να γυαλίζει στον ήλιο». Ένα τετράποδο που κατέβαινε περίεργο από τα βουνά. Ο θεός ευτυχώς ανακάλυψε τον δρόμο του μέσα στην έρημο. Κατέβηκε τότε ο Μωυσής, σηκώθηκε και έριξε τις πλάκες κάτω, και τις έκανε κομμάτια. Κατέβηκε τότε ο Μωυσής και βρήκε το λαό του να χορεύει γύρω από το χρυσό μοσχάρι. Πόσος θυμός. (1106, 601, 1339, 800)
nafs-line: ΠΟΡΤ-ΣΑΪΤ: Ε. ΑΡΔΑΝΙΤΟΠΟΥΛΟΣ και Σία, 24, Σουλτάν Χουσεΐν — Τηλ. 2237 - 710 (45, 2079, 385, 2110)
ship-b: 2 Ιουλίου (298, 1821, 359, 1837)
cell-b: 150 (1068, 1103, 1092, 1119)
cell-name: Αίγυπτ. Γένερ. Σπιν. (698, 1542, 829, 1558)
cell-name: Μάιντεξ (900, 1103, 955, 1119)
ship-name: «ΑΧΙΛΛΕΥΣ» (45, 1896, 128, 1912)
table-row (696, 1228, 892, 1243)
ship-b: 30 Ιουλίου (294, 1881, 363, 1897)
radio-entry: 16.00 Ελαφρά μουσική (40, 628, 186, 644)
pharmacy-entry: KHALIL — 28, οδός Εμπορικού Επιμελητηρίου (40, 978, 212, 1009)
cell-b: 345 (1068, 1298, 1092, 1314)
table-row (696, 1363, 892, 1378)
cell-v: 252 (866, 1527, 890, 1543)
cell-name: Αιγ. Δάνειον 3 ο/ο (698, 1272, 815, 1288)
pharmacy-entry: SARIAKOUSSI YOUSSEFLE — 42, οδός Ζογγί (218, 1045, 390, 1091)
cell-d: με όμμορ 75 πόντους (1212, 927, 1347, 943)
cinema-listings (40, 149, 390, 517)
